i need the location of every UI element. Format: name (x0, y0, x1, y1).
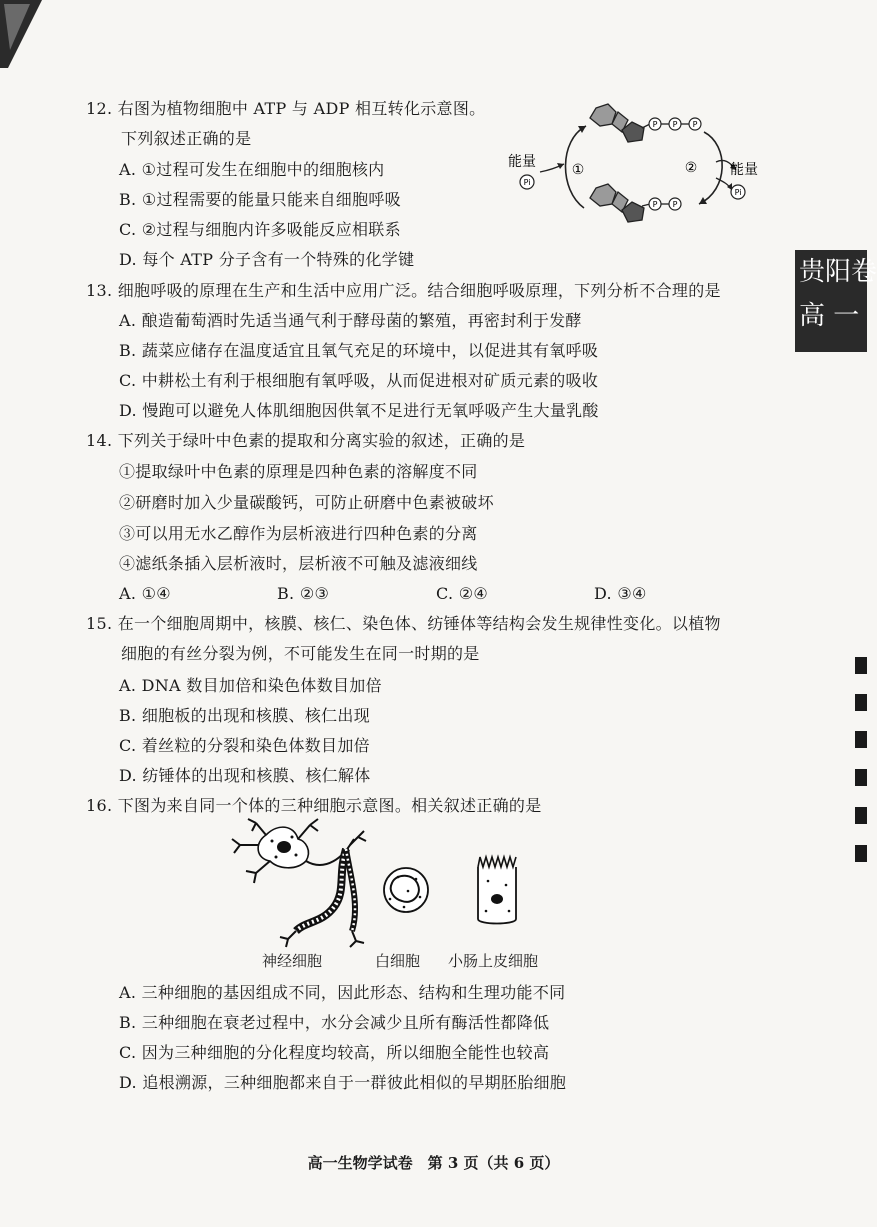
side-tab-line2: 高 一 (799, 301, 860, 331)
q16-option-d: D. 追根溯源，三种细胞都来自于一群彼此相似的早期胚胎细胞 (119, 1073, 567, 1092)
q13-option-a: A. 酿造葡萄酒时先适当通气利于酵母菌的繁殖，再密封利于发酵 (119, 311, 582, 330)
edge-marker (855, 694, 867, 711)
edge-marker (855, 657, 867, 674)
corner-scan-mark (0, 0, 46, 70)
atp-adp-diagram (504, 100, 774, 240)
q12-option-d: D. 每个 ATP 分子含有一个特殊的化学键 (119, 250, 415, 269)
label-neuron: 神经细胞 (262, 952, 323, 970)
q16-stem: 16. 下图为来自同一个体的三种细胞示意图。相关叙述正确的是 (86, 796, 542, 815)
q16-option-c: C. 因为三种细胞的分化程度均较高，所以细胞全能性也较高 (119, 1043, 550, 1062)
q12-stem: 12. 右图为植物细胞中 ATP 与 ADP 相互转化示意图。 (86, 99, 486, 118)
step-1-label: ① (571, 162, 585, 178)
energy-in-label: 能量 (508, 154, 536, 170)
adp-phosphate-1: P (652, 200, 658, 209)
edge-marker (855, 845, 867, 862)
atp-phosphate-2: P (672, 120, 678, 129)
side-tab-line1: 贵阳卷 (799, 257, 877, 287)
edge-marker (855, 769, 867, 786)
q15-option-c: C. 着丝粒的分裂和染色体数目加倍 (119, 736, 370, 755)
label-intestinal-cell: 小肠上皮细胞 (448, 952, 539, 970)
q14-statement-1: ①提取绿叶中色素的原理是四种色素的溶解度不同 (119, 462, 478, 481)
pi-out-label: Pi (734, 188, 742, 197)
q14-statement-2: ②研磨时加入少量碳酸钙，可防止研磨中色素被破坏 (119, 493, 494, 512)
edge-marker (855, 807, 867, 824)
q16-option-a: A. 三种细胞的基因组成不同，因此形态、结构和生理功能不同 (119, 983, 566, 1002)
q15-option-d: D. 纺锤体的出现和核膜、核仁解体 (119, 766, 371, 785)
q12-option-c: C. ②过程与细胞内许多吸能反应相联系 (119, 220, 401, 239)
q12-option-b: B. ①过程需要的能量只能来自细胞呼吸 (119, 190, 401, 209)
q14-statement-3: ③可以用无水乙醇作为层析液进行四种色素的分离 (119, 524, 478, 543)
step-2-label: ② (684, 160, 698, 176)
q14-option-d: D. ③④ (594, 584, 647, 603)
energy-out-label: 能量 (730, 162, 758, 178)
q15-option-b: B. 细胞板的出现和核膜、核仁出现 (119, 706, 371, 725)
pi-label: Pi (523, 178, 531, 187)
q14-option-a: A. ①④ (119, 584, 171, 603)
three-cells-figure (226, 815, 526, 950)
atp-phosphate-1: P (652, 120, 658, 129)
label-white-blood-cell: 白细胞 (375, 952, 421, 970)
side-tab (795, 250, 877, 352)
adp-phosphate-2: P (672, 200, 678, 209)
q14-option-b: B. ②③ (277, 584, 330, 603)
q15-stem-line2: 细胞的有丝分裂为例，不可能发生在同一时期的是 (121, 644, 480, 663)
edge-marker (855, 731, 867, 748)
q14-stem: 14. 下列关于绿叶中色素的提取和分离实验的叙述，正确的是 (86, 431, 526, 450)
q13-option-b: B. 蔬菜应储存在温度适宜且氧气充足的环境中，以促进其有氧呼吸 (119, 341, 599, 360)
neuron-drawing (232, 819, 366, 947)
q15-option-a: A. DNA 数目加倍和染色体数目加倍 (119, 676, 382, 695)
q14-statement-4: ④滤纸条插入层析液时，层析液不可触及滤液细线 (119, 554, 478, 573)
atp-phosphate-3: P (692, 120, 698, 129)
q13-option-c: C. 中耕松土有利于根细胞有氧呼吸，从而促进根对矿质元素的吸收 (119, 371, 599, 390)
q13-option-d: D. 慢跑可以避免人体肌细胞因供氧不足进行无氧呼吸产生大量乳酸 (119, 401, 599, 420)
q14-option-c: C. ②④ (436, 584, 489, 603)
q16-option-b: B. 三种细胞在衰老过程中，水分会减少且所有酶活性都降低 (119, 1013, 550, 1032)
q12-option-a: A. ①过程可发生在细胞中的细胞核内 (119, 160, 385, 179)
intestinal-cell-drawing (478, 857, 516, 924)
q13-stem: 13. 细胞呼吸的原理在生产和生活中应用广泛。结合细胞呼吸原理，下列分析不合理的是 (86, 281, 721, 300)
q12-prompt: 下列叙述正确的是 (121, 129, 252, 148)
q15-stem-line1: 15. 在一个细胞周期中，核膜、核仁、染色体、纺锤体等结构会发生规律性变化。以植物 (86, 614, 721, 633)
white-blood-cell-drawing (384, 868, 428, 912)
page-footer: 高一生物学试卷 第 3 页（共 6 页） (307, 1154, 560, 1172)
